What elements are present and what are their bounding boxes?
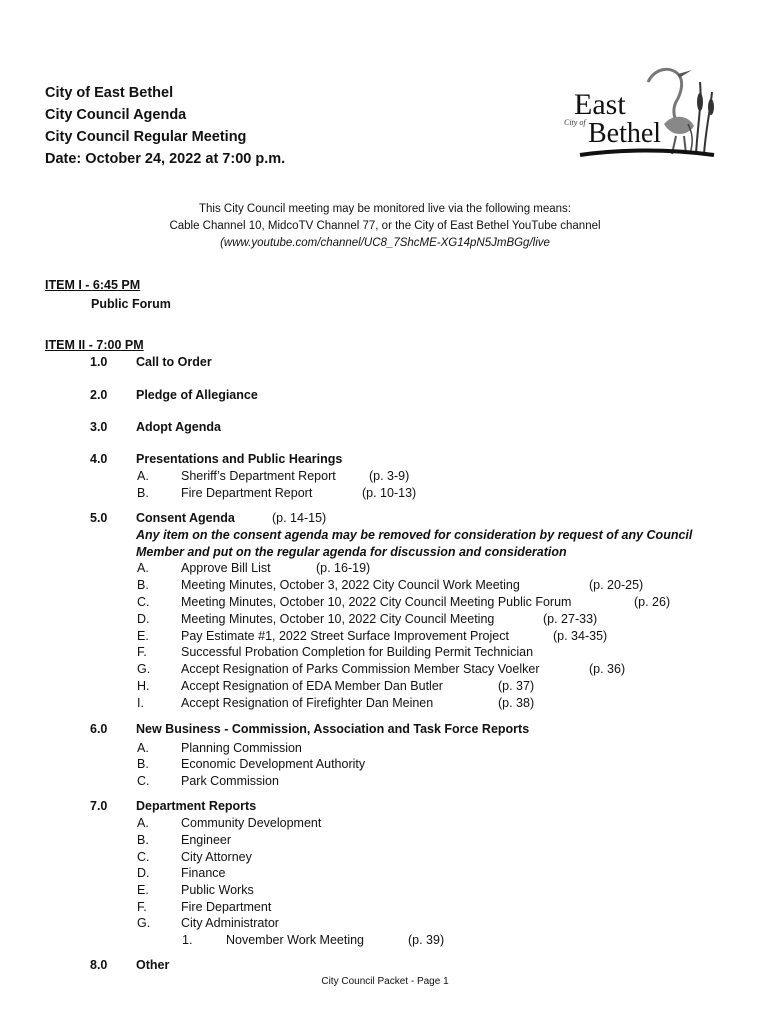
item-text: Economic Development Authority [181,757,366,771]
item-text: City Administrator [181,916,279,930]
page-reference: (p. 26) [634,595,671,609]
item-letter: E. [137,883,149,897]
item-text: Accept Resignation of EDA Member Dan Butler [181,679,443,693]
page-footer: City Council Packet - Page 1 [321,976,449,987]
consent-note-line-1: Any item on the consent agenda may be removed for consideration by request of any Council [136,528,693,542]
consent-note-line-2: Member and put on the regular agenda for discussion and consideration [136,545,567,559]
item-letter: C. [137,595,150,609]
page-reference: (p. 27-33) [543,612,598,626]
page-reference: (p. 38) [498,696,535,710]
section-number: 5.0 [90,511,108,525]
item-letter: I. [137,696,144,710]
item-letter: E. [137,629,149,643]
item-letter: D. [137,866,150,880]
section-title: Department Reports [136,799,257,813]
item-text: Approve Bill List [181,561,271,575]
public-forum-label: Public Forum [91,297,171,311]
section-number: 8.0 [90,958,108,972]
item-letter: B. [137,486,149,500]
item-letter: G. [137,916,151,930]
meeting-date: Date: October 24, 2022 at 7:00 p.m. [45,151,286,167]
city-name: City of East Bethel [45,85,174,101]
section-number: 3.0 [90,420,108,434]
page-reference: (p. 37) [498,679,535,693]
item-letter: F. [137,900,147,914]
section-number: 1.0 [90,355,108,369]
section-title: Call to Order [136,355,212,369]
page-reference: (p. 10-13) [362,486,417,500]
section-number: 6.0 [90,722,108,736]
page-reference: (p. 39) [408,933,445,947]
page-reference: (p. 34-35) [553,629,608,643]
section-title: Other [136,958,170,972]
city-logo [560,62,720,162]
page-reference: (p. 20-25) [589,578,644,592]
page-reference: (p. 16-19) [316,561,371,575]
logo-word-bethel: Bethel [588,118,662,149]
section-number: 2.0 [90,388,108,402]
item-letter: B. [137,757,149,771]
item-letter: A. [137,469,149,483]
section-title: Consent Agenda [136,511,235,525]
item-text: Pay Estimate #1, 2022 Street Surface Improvement Project [181,629,509,643]
item-text: Accept Resignation of Firefighter Dan Meinen [181,696,434,710]
item-letter: D. [137,612,150,626]
item-text: Meeting Minutes, October 3, 2022 City Council Work Meeting [181,578,520,592]
item-letter: A. [137,741,149,755]
section-number: 4.0 [90,452,108,466]
item-text: Finance [181,866,226,880]
page-reference: (p. 14-15) [272,511,327,525]
item-text: Meeting Minutes, October 10, 2022 City Council Meeting [181,612,495,626]
sub-item-number: 1. [182,933,193,947]
item-letter: B. [137,833,149,847]
item-text: City Attorney [181,850,252,864]
notice-line-2: Cable Channel 10, MidcoTV Channel 77, or the City of East Bethel YouTube channel [169,220,601,232]
meeting-type: City Council Regular Meeting [45,129,247,145]
logo-city-of: City of [564,118,586,127]
item-letter: A. [137,561,149,575]
item-text: Public Works [181,883,254,897]
section-number: 7.0 [90,799,108,813]
item-letter: C. [137,850,150,864]
item-letter: H. [137,679,150,693]
item-text: Engineer [181,833,232,847]
notice-line-1: This City Council meeting may be monitored live via the following means: [199,203,571,215]
item-text: Planning Commission [181,741,302,755]
item-letter: G. [137,662,151,676]
item-letter: A. [137,816,149,830]
item-text: Meeting Minutes, October 10, 2022 City Council Meeting Public Forum [181,595,572,609]
item-text: Sheriff’s Department Report [181,469,336,483]
item-2-heading: ITEM II - 7:00 PM [45,338,144,352]
item-1-heading: ITEM I - 6:45 PM [45,278,141,292]
section-title: Presentations and Public Hearings [136,452,343,466]
item-text: Community Development [181,816,322,830]
sub-item-text: November Work Meeting [226,933,365,947]
section-title: Adopt Agenda [136,420,221,434]
item-letter: C. [137,774,150,788]
page-reference: (p. 3-9) [369,469,410,483]
item-text: Accept Resignation of Parks Commission Member Stacy Voelker [181,662,540,676]
item-text: Fire Department Report [181,486,313,500]
document-type: City Council Agenda [45,107,187,123]
youtube-link[interactable]: (www.youtube.com/channel/UC8_7ShcME-XG14pN5JmBGg/live [220,237,550,249]
item-letter: B. [137,578,149,592]
item-text: Fire Department [181,900,272,914]
broadcast-notice [0,201,770,252]
agenda-header [45,82,285,170]
page-reference: (p. 36) [589,662,626,676]
logo-word-east: East [574,88,626,121]
item-letter: F. [137,645,147,659]
section-title: Pledge of Allegiance [136,388,258,402]
item-text: Park Commission [181,774,279,788]
item-text: Successful Probation Completion for Building Permit Technician [181,645,534,659]
section-title: New Business - Commission, Association and Task Force Reports [136,722,530,736]
